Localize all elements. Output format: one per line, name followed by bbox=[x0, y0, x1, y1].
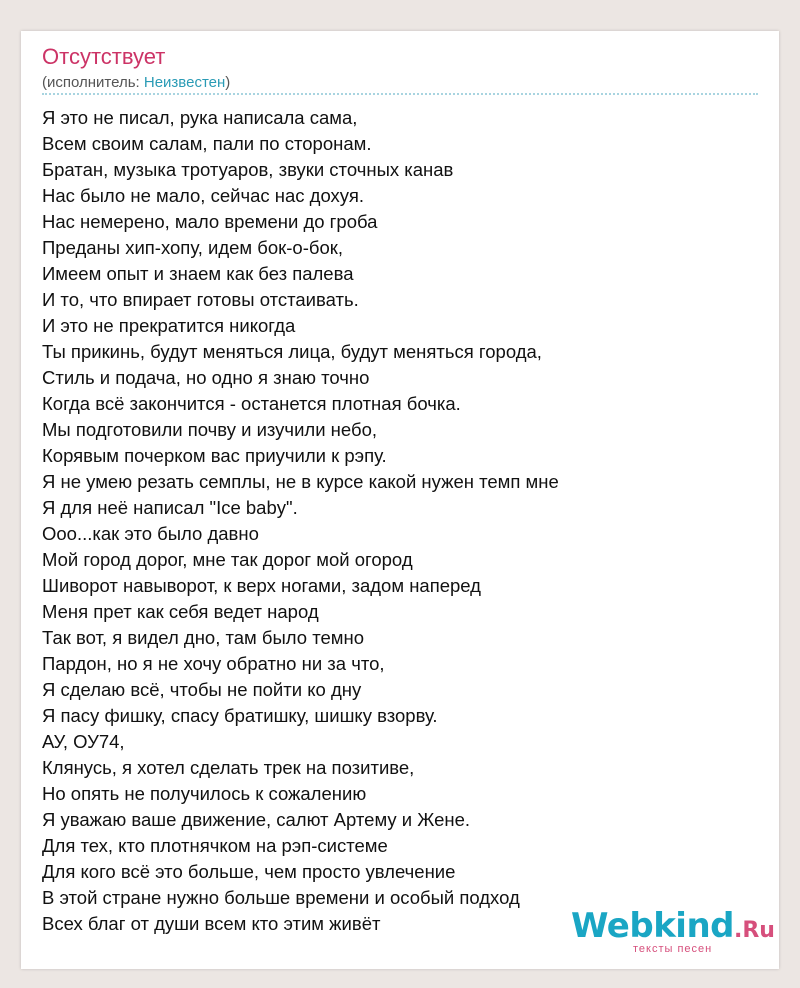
lyric-line: Но опять не получилось к сожалению bbox=[42, 783, 367, 804]
lyric-line: Пардон, но я не хочу обратно ни за что, bbox=[42, 653, 385, 674]
lyric-line: Нас немерено, мало времени до гроба bbox=[42, 211, 378, 232]
lyric-line: Для кого всё это больше, чем просто увлечение bbox=[42, 861, 456, 882]
lyric-line: И это не прекратится никогда bbox=[42, 315, 296, 336]
lyric-line: Мы подготовили почву и изучили небо, bbox=[42, 419, 377, 440]
lyric-line: И то, что впирает готовы отстаивать. bbox=[42, 289, 359, 310]
logo-tagline: тексты песен bbox=[633, 943, 713, 955]
lyric-line: Ооо...как это было давно bbox=[42, 523, 259, 544]
artist-prefix: (исполнитель: bbox=[42, 74, 144, 91]
lyric-line: Корявым почерком вас приучили к рэпу. bbox=[42, 445, 387, 466]
artist-link[interactable]: Неизвестен bbox=[143, 74, 226, 91]
lyric-line: Я сделаю всё, чтобы не пойти ко дну bbox=[42, 679, 362, 700]
lyric-line: Я для неё написал "Ice baby". bbox=[42, 497, 298, 518]
lyric-line: Всех благ от души всем кто этим живёт bbox=[42, 913, 381, 934]
lyric-line: Мой город дорог, мне так дорог мой огород bbox=[42, 549, 413, 570]
lyric-line: Имеем опыт и знаем как без палева bbox=[42, 263, 354, 284]
lyric-line: Шиворот навыворот, к верх ногами, задом наперед bbox=[42, 575, 481, 596]
lyric-line: Когда всё закончится - останется плотная бочка. bbox=[42, 393, 461, 414]
logo-tld: .Ru bbox=[734, 918, 775, 943]
lyric-line: В этой стране нужно больше времени и особый подход bbox=[42, 887, 520, 908]
lyric-line: Всем своим салам, пали по сторонам. bbox=[42, 133, 372, 154]
lyric-line: АУ, ОУ74, bbox=[42, 731, 125, 752]
lyric-line: Я пасу фишку, спасу братишку, шишку взорву. bbox=[42, 705, 438, 726]
lyric-line: Братан, музыка тротуаров, звуки сточных канав bbox=[42, 159, 454, 180]
lyric-line: Стиль и подача, но одно я знаю точно bbox=[42, 367, 370, 388]
artist-line bbox=[42, 73, 230, 93]
lyric-line: Для тех, кто плотнячком на рэп-системе bbox=[42, 835, 388, 856]
lyric-line: Нас было не мало, сейчас нас дохуя. bbox=[42, 185, 364, 206]
lyric-line: Меня прет как себя ведет народ bbox=[42, 601, 319, 622]
logo-name: Webkind bbox=[571, 906, 734, 946]
lyric-line: Преданы хип-хопу, идем бок-о-бок, bbox=[42, 237, 343, 258]
lyric-line: Клянусь, я хотел сделать трек на позитиве, bbox=[42, 757, 415, 778]
lyric-line: Ты прикинь, будут меняться лица, будут меняться города, bbox=[42, 341, 542, 362]
lyric-line: Так вот, я видел дно, там было темно bbox=[42, 627, 365, 648]
song-title: Отсутствует bbox=[42, 44, 166, 69]
lyric-line: Я это не писал, рука написала сама, bbox=[42, 107, 358, 128]
title-divider bbox=[42, 93, 758, 95]
webkind-logo[interactable] bbox=[571, 906, 775, 957]
lyrics-card bbox=[21, 31, 779, 969]
lyrics-text bbox=[42, 105, 559, 937]
lyric-line: Я уважаю ваше движение, салют Артему и Жене. bbox=[42, 809, 471, 830]
lyric-line: Я не умею резать семплы, не в курсе какой нужен темп мне bbox=[42, 471, 559, 492]
artist-suffix: ) bbox=[225, 74, 231, 91]
